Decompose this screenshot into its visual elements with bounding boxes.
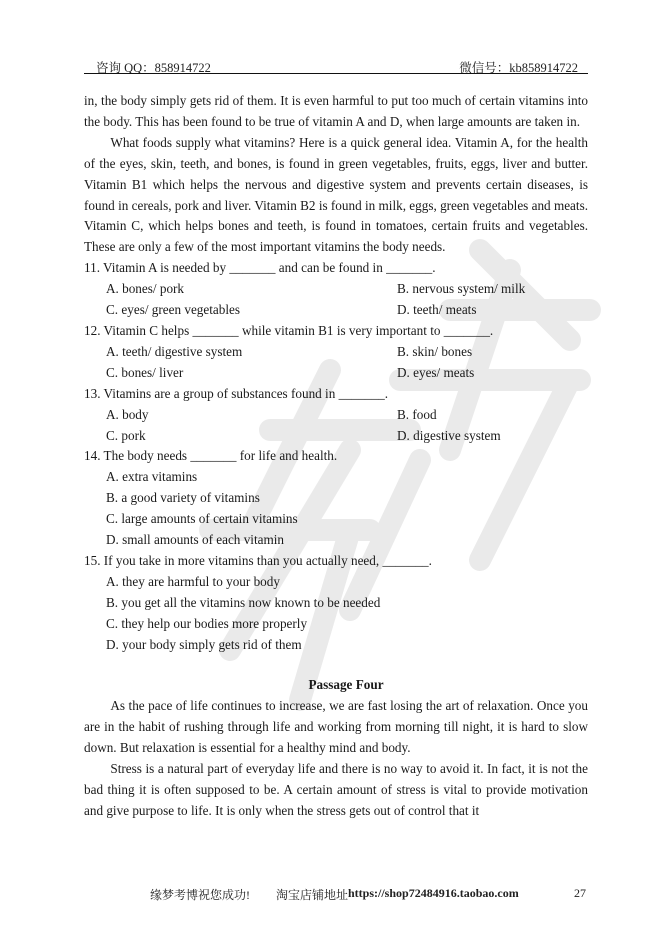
passage-paragraph: Stress is a natural part of everyday life and there is no way to avoid it. In fact, it is not the bad thing it is often supposed to be. A certain amount of stress is vital to provide motivation and give purpose to life. It is only when the stress gets out of control that it xyxy=(84,761,588,818)
header-wechat-contact: 微信号：kb858914722 xyxy=(459,61,578,75)
header-qq-contact: 咨询 QQ：858914722 xyxy=(96,61,211,75)
option-a: A. they are harmful to your body xyxy=(106,573,280,589)
option-a: A. bones/ pork xyxy=(106,281,185,297)
option-row xyxy=(84,426,588,447)
option-a: A. body xyxy=(106,406,149,422)
option-row xyxy=(84,300,588,321)
option-d: D. teeth/ meats xyxy=(397,302,477,318)
question-stem: 11. Vitamin A is needed by _______ and can be found in _______. xyxy=(84,260,436,276)
option-b: B. skin/ bones xyxy=(397,343,473,359)
question-stem: 14. The body needs _______ for life and health. xyxy=(84,448,338,464)
option-a: A. extra vitamins xyxy=(106,469,198,485)
question-14 xyxy=(84,446,588,551)
option-a: A. teeth/ digestive system xyxy=(106,343,243,359)
option-row xyxy=(84,342,588,363)
question-13 xyxy=(84,384,588,447)
page-number: 27 xyxy=(574,886,586,900)
question-stem: 15. If you take in more vitamins than you actually need, _______. xyxy=(84,552,432,568)
passage-paragraph: As the pace of life continues to increase, we are fast losing the art of relaxation. Once you are in the habit of rushing through life and working from morning till night, it is hard to slow down. But relaxation is essential for a healthy mind and body. xyxy=(84,698,588,756)
footer-shop-link[interactable]: https://shop72484916.taobao.com xyxy=(348,886,519,900)
option-b: B. a good variety of vitamins xyxy=(106,490,260,506)
header-divider xyxy=(84,73,588,74)
option-c: C. they help our bodies more properly xyxy=(106,615,308,631)
footer-slogan: 缘梦考博祝您成功! xyxy=(150,888,250,902)
option-b: B. food xyxy=(397,406,437,422)
option-c: C. pork xyxy=(106,427,146,443)
option-d: D. digestive system xyxy=(397,427,501,443)
option-c: C. large amounts of certain vitamins xyxy=(106,511,298,527)
option-row xyxy=(84,405,588,426)
question-15 xyxy=(84,551,588,656)
option-d: D. eyes/ meats xyxy=(397,364,475,380)
option-d: D. your body simply gets rid of them xyxy=(106,636,302,652)
option-c: C. bones/ liver xyxy=(106,364,184,380)
section-title: Passage Four xyxy=(308,677,384,693)
page-content xyxy=(84,91,588,822)
option-b: B. you get all the vitamins now known to be needed xyxy=(106,594,381,610)
passage-paragraph: What foods supply what vitamins? Here is a quick general idea. Vitamin A, for the health of the eyes, skin, teeth, and bones, is found in green vegetables, fruits, eggs, liver and butter. Vitamin B1 which helps the nervous and digestive system and prevents certain diseases, is found in cereals, pork and liver. Vitamin B2 is found in milk, eggs, green vegetables and meats. Vitamin C, which helps bones and teeth, is found in tomatoes, certain fruits and vegetables. These are only a few of the most important vitamins the body needs. xyxy=(84,134,589,255)
option-row xyxy=(84,279,588,300)
option-row xyxy=(84,363,588,384)
passage-paragraph: in, the body simply gets rid of them. It is even harmful to put too much of certain vitamins into the body. This has been found to be true of vitamin A and D, when large amounts are taken in. xyxy=(84,93,588,129)
question-12 xyxy=(84,321,588,384)
option-c: C. eyes/ green vegetables xyxy=(106,302,241,318)
footer-shop-label: 淘宝店铺地址 xyxy=(276,888,349,902)
question-stem: 13. Vitamins are a group of substances found in _______. xyxy=(84,385,389,401)
question-stem: 12. Vitamin C helps _______ while vitamin B1 is very important to _______. xyxy=(84,322,494,338)
option-d: D. small amounts of each vitamin xyxy=(106,532,284,548)
question-11 xyxy=(84,258,588,321)
option-b: B. nervous system/ milk xyxy=(397,281,526,297)
